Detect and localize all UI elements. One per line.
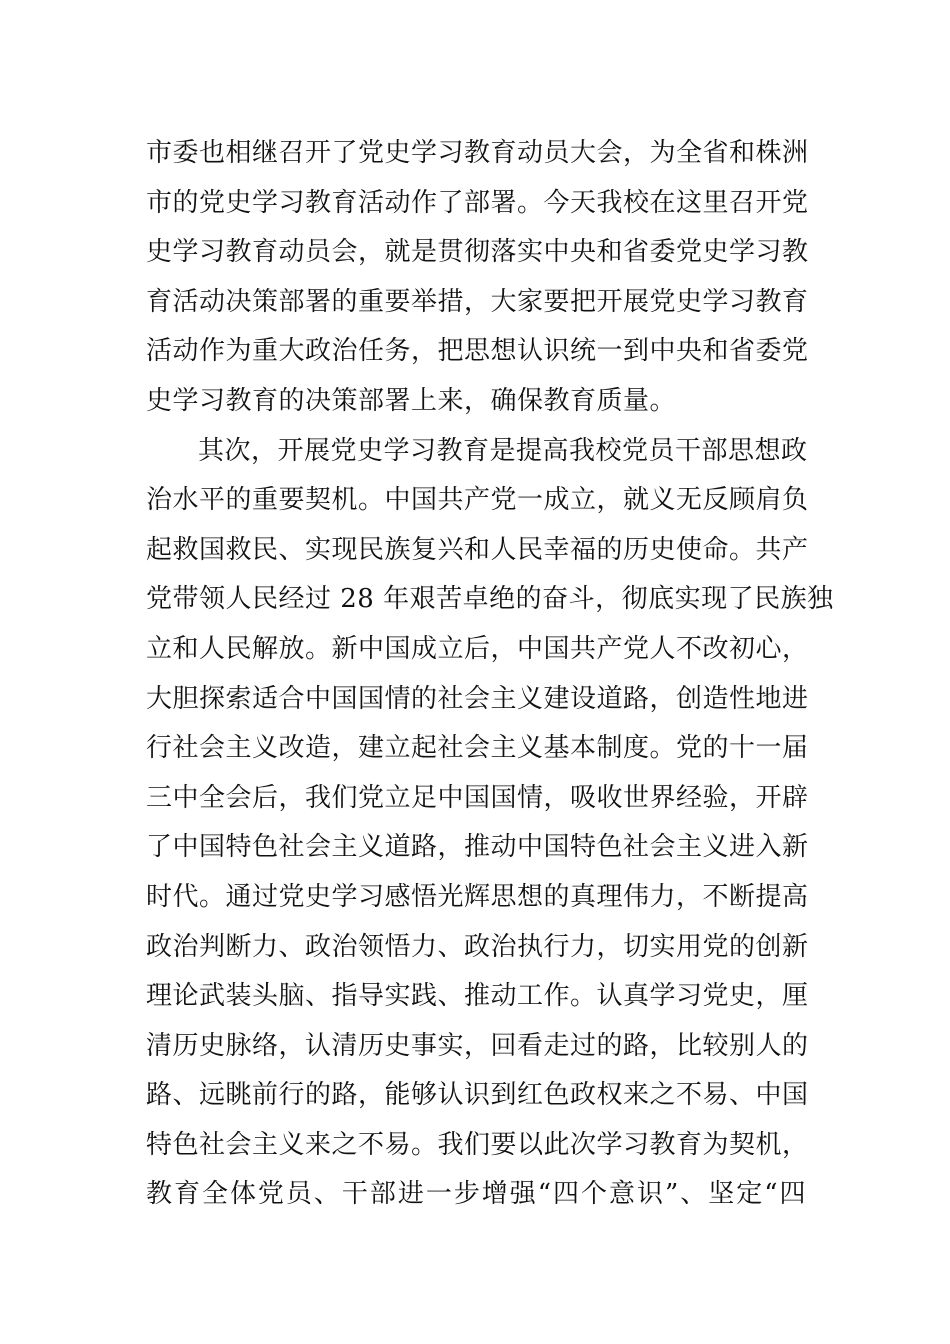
text-line: 史学习教育的决策部署上来，确保教育质量。	[146, 385, 677, 416]
text-line: 清历史脉络，认清历史事实，回看走过的路，比较别人的	[146, 1030, 809, 1061]
text-line: 行社会主义改造，建立起社会主义基本制度。党的十一届	[146, 733, 809, 764]
text-line: 教育全体党员、干部进一步增强“四个意识”、坚定“四	[146, 1179, 806, 1210]
text-line: 理论武装头脑、指导实践、推动工作。认真学习党史，厘	[146, 981, 809, 1012]
text-line: 市委也相继召开了党史学习教育动员大会，为全省和株洲	[146, 138, 809, 168]
text-line: 了中国特色社会主义道路，推动中国特色社会主义进入新	[146, 832, 809, 863]
text-line: 其次，开展党史学习教育是提高我校党员干部思想政	[198, 435, 808, 466]
text-line: 政治判断力、政治领悟力、政治执行力，切实用党的创新	[146, 931, 809, 962]
text-line: 治水平的重要契机。中国共产党一成立，就义无反顾肩负	[146, 485, 809, 516]
text-line: 起救国救民、实现民族复兴和人民幸福的历史使命。共产	[146, 534, 809, 565]
text-line: 大胆探索适合中国国情的社会主义建设道路，创造性地进	[146, 683, 809, 714]
text-line: 路、远眺前行的路，能够认识到红色政权来之不易、中国	[146, 1080, 809, 1111]
text-line: 育活动决策部署的重要举措，大家要把开展党史学习教育	[146, 286, 809, 317]
text-line: 史学习教育动员会，就是贯彻落实中央和省委党史学习教	[146, 237, 809, 268]
text-line: 立和人民解放。新中国成立后，中国共产党人不改初心，	[146, 633, 809, 664]
text-line: 时代。通过党史学习感悟光辉思想的真理伟力，不断提高	[146, 881, 809, 912]
text-line: 党带领人民经过 28 年艰苦卓绝的奋斗，彻底实现了民族独	[146, 584, 834, 615]
body-text	[146, 129, 834, 1220]
text-line: 市的党史学习教育活动作了部署。今天我校在这里召开党	[146, 187, 809, 218]
text-line: 三中全会后，我们党立足中国国情，吸收世界经验，开辟	[146, 782, 809, 813]
text-line: 活动作为重大政治任务，把思想认识统一到中央和省委党	[146, 336, 809, 367]
text-line: 特色社会主义来之不易。我们要以此次学习教育为契机，	[146, 1129, 809, 1160]
